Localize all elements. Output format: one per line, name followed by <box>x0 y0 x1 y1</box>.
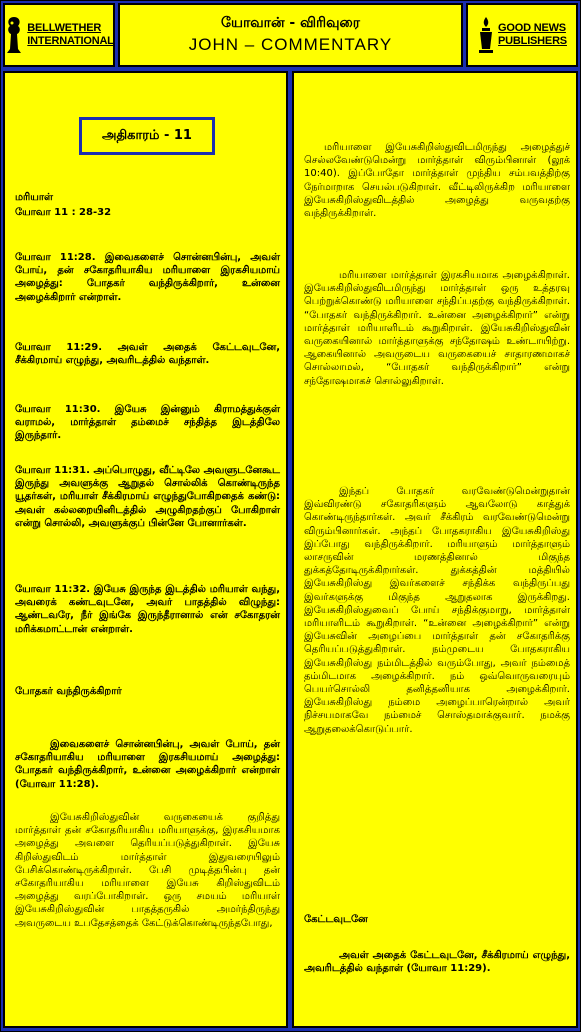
paragraph-right-2: மரியாளை மார்த்தாள் இரகசியமாக அழைக்கிறாள். இயேசுகிறிஸ்துவிடமிருந்து மார்த்தாள் ஒரு உத்தரவு பெற்றுக்கொண்டு மரியாளை சந்திப்பதற்கு வந்திருக்கிறாள். “போதகர் வந்திருக்கிறார். உன்னை அழைக்கிறார்” என்று மார்த்தாள் மரியாளிடம் கூறுகிறாள். இயேசுகிறிஸ்துவின் வருகையினால் மார்த்தாளுக்கு சந்தோஷம் உண்டாயிற்று. ஆகையினால் அவருடைய வருகையைச் சாதாரணமாகச் சொல்லாமல், “போதகர் வந்திருக்கிறார்” என்று சந்தோஷமாகச் சொல்லுகிறாள். <box>304 270 570 387</box>
left-column <box>3 71 288 1028</box>
title-tamil: யோவான் - விரிவுரை <box>221 15 360 31</box>
verse-28: யோவா 11:28. இவைகளைச் சொன்னபின்பு, அவள் போய், தன் சகோதரியாகிய மரியாளை இரகசியமாய் அழைத்து: போதகர் வந்திருக்கிறார், உன்னை அழைக்கிறார் என்றாள். <box>15 252 280 303</box>
bellwether-logo-box <box>3 3 115 67</box>
section-heading-upon-hearing: கேட்டவுடனே <box>304 914 368 925</box>
section-reference: யோவா 11 : 28-32 <box>15 207 112 218</box>
paragraph-right-3: இந்தப் போதகர் வரவேண்டுமென்றுதான் இவ்விரண்டு சகோதரிகளும் ஆவலோடு காத்துக் கொண்டிருந்தார்கள். அவர் சீக்கிரம் வரவேண்டுமென்று விரும்பினார்கள். அந்தப் போதகராகிய இயேசுகிறிஸ்து இப்போது வந்திருக்கிறார். மரியாளும் மார்த்தாளும் லாசருவின் மரணத்தினால் மிகுந்த துக்கத்தோடிருக்கிறார்கள். துக்கத்தின் மத்தியில் இயேசுகிறிஸ்து இவர்களைச் சந்திக்க வந்திருப்பது இவர்களுக்கு மிகுந்த ஆறுதலாக இருக்கிறது. இயேசுகிறிஸ்துவைப் போய் சந்திக்குமாறு, மார்த்தாள் மரியாளிடம் கூறுகிறாள். “உன்னை அழைக்கிறார்” என்று இயேசுவின் அழைப்பை மார்த்தாள் தன் சகோதரிக்கு தெரியப்படுத்துகிறாள். நம்முடைய போதகராகிய இயேசுகிறிஸ்து நம்மிடத்தில் வரும்போது, அவர் நம்மைத் தம்மிடமாக அழைக்கிறார். நம் ஒவ்வொருவரையும் பெயர்சொல்லி தனித்தனியாக அழைக்கிறார். இயேசுகிறிஸ்து நம்மை அழைப்பாரென்றால் அவர் நிச்சயமாகவே நம்மைச் சொஸ்தமாக்குவார். நமக்கு ஆறுதலைக்கொடுப்பார். <box>304 486 570 735</box>
title-english: JOHN – COMMENTARY <box>188 35 393 54</box>
lamp-icon <box>477 15 495 55</box>
title-box <box>118 3 463 67</box>
good-news-logo-line2: PUBLISHERS <box>498 35 567 47</box>
paragraph-right-1: மரியாளை இயேசுகிறிஸ்துவிடமிருந்து அழைத்துச் செல்லவேண்டுமென்று மார்த்தாள் விரும்பினாள் (லூக் 10:40). இப்போதோ மார்த்தாள் முந்திய சம்பவத்திற்கு நேர்மாறாக செயல்படுகிறாள். வீட்டிலிருக்கிற மரியாளை இயேசுகிறிஸ்துவிடத்தில் அழைத்து வருவதற்கு வந்திருக்கிறாள். <box>304 142 570 220</box>
verse-30: யோவா 11:30. இயேசு இன்னும் கிராமத்துக்குள் வராமல், மார்த்தாள் தம்மைச் சந்தித்த இடத்திலே இருந்தார். <box>15 404 280 442</box>
verse-32: யோவா 11:32. இயேசு இருந்த இடத்தில் மரியாள் வந்து, அவரைக் கண்டவுடனே, அவர் பாதத்தில் விழுந்து: ஆண்டவரே, நீர் இங்கே இருந்தீரானால் என் சகோதரன் மரிக்கமாட்டான் என்றாள். <box>15 584 280 635</box>
good-news-logo-line1: GOOD NEWS <box>498 22 566 34</box>
paragraph-left-1: இயேசுகிறிஸ்துவின் வருகையைக் குறித்து மார்த்தாள் தன் சகோதரியாகிய மரியாளுக்கு, இரகசியமாக அழைத்து அவளை தெரியப்படுத்துகிறாள். இயேசு கிறிஸ்துவிடம் மார்த்தாள் இதுவரையிலும் பேசிக்கொண்டிருக்கிறாள். பேசி முடித்தபின்பு தன் சகோதரியாகிய மரியாளை இயேசு கிறிஸ்துவிடம் அழைத்து வரப்போகிறாள். ஒரு சமயம் மரியாள் இயேசுகிறிஸ்துவின் பாதத்தருகில் அமர்ந்திருந்து அவருடைய உபதேசத்தைக் கேட்டுக்கொண்டிருந்தபோது, <box>15 812 280 929</box>
bellwether-logo-line1: BELLWETHER <box>27 22 102 34</box>
quote-verse-28: இவைகளைச் சொன்னபின்பு, அவள் போய், தன் சகோதரியாகிய மரியாளை இரகசியமாய் அழைத்து: போதகர் வந்திருக்கிறார், உன்னை அழைக்கிறார் என்றாள் (யோவா 11:28). <box>15 739 280 790</box>
quote-verse-29: அவள் அதைக் கேட்டவுடனே, சீக்கிரமாய் எழுந்து, அவரிடத்தில் வந்தாள் (யோவா 11:29). <box>304 950 570 975</box>
section-heading-mary: மரியாள் <box>15 192 54 203</box>
bellwether-logo <box>4 15 113 55</box>
section-heading-teacher: போதகர் வந்திருக்கிறார் <box>15 686 122 697</box>
verse-29: யோவா 11:29. அவள் அதைக் கேட்டவுடனே, சீக்கிரமாய் எழுந்து, அவரிடத்தில் வந்தாள். <box>15 342 280 367</box>
chapter-box: அதிகாரம் - 11 <box>79 117 215 155</box>
ram-icon <box>4 15 24 55</box>
header <box>3 3 578 67</box>
good-news-logo <box>477 15 567 55</box>
right-column <box>292 71 578 1028</box>
bellwether-logo-line2: INTERNATIONAL <box>27 35 114 47</box>
verse-31: யோவா 11:31. அப்பொழுது, வீட்டிலே அவளுடனேகூட இருந்து அவளுக்கு ஆறுதல் சொல்லிக் கொண்டிருந்த யூதர்கள், மரியாள் சீக்கிரமாய் எழுந்துபோகிறதைக் கண்டு: அவள் கல்லறையினிடத்தில் அழுகிறதற்குப் போகிறாள் என்று சொல்லி, அவளுக்குப் பின்னே போனார்கள். <box>15 465 280 529</box>
good-news-logo-box <box>466 3 578 67</box>
